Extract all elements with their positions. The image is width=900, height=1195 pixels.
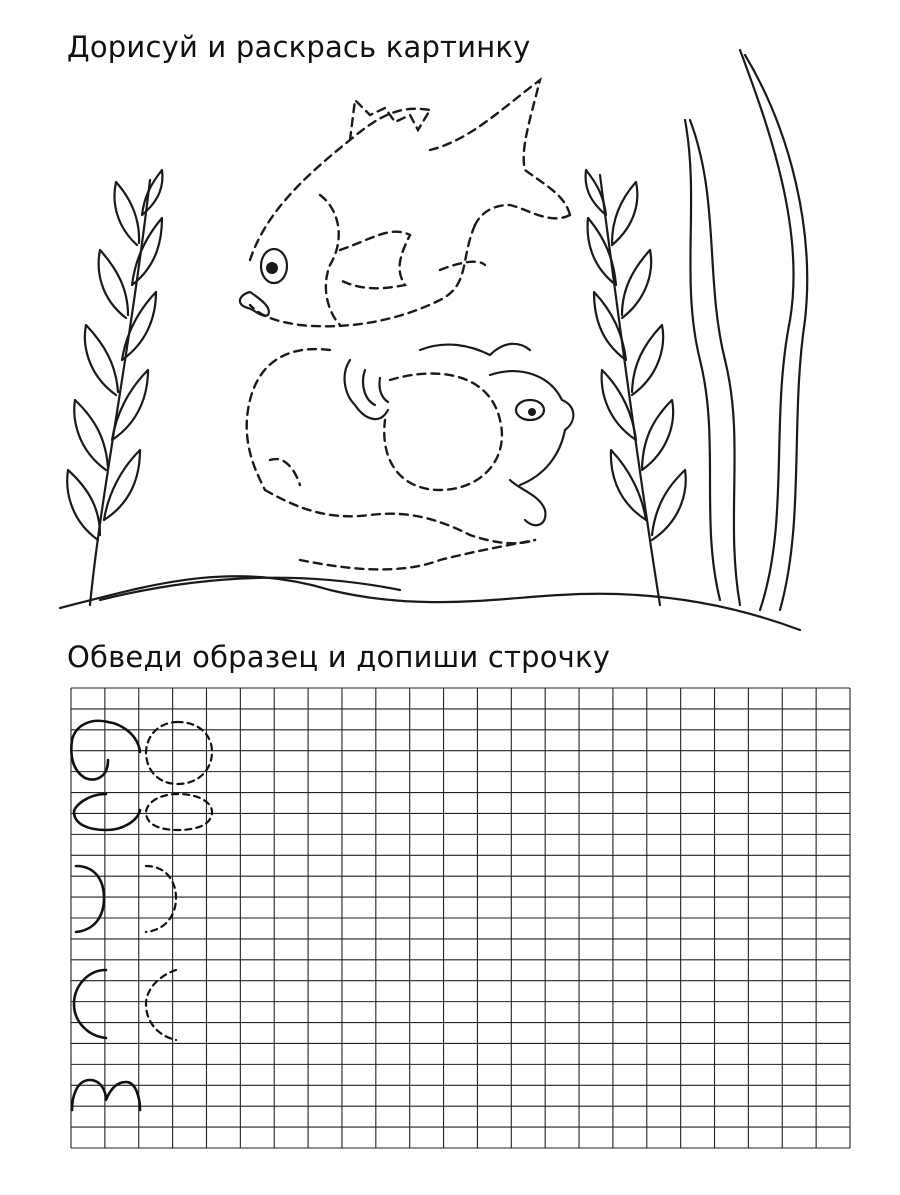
sample-letter-o-2	[74, 794, 140, 830]
grid-lines	[71, 688, 850, 1148]
trace-letter-o-row1	[146, 722, 212, 784]
task-1-title: Дорисуй и раскрась картинку	[67, 30, 531, 64]
task-2-title: Обведи образец и допиши строчку	[67, 640, 611, 674]
trace-letter-o-row2	[146, 794, 212, 830]
sample-letter-z	[72, 1080, 140, 1110]
